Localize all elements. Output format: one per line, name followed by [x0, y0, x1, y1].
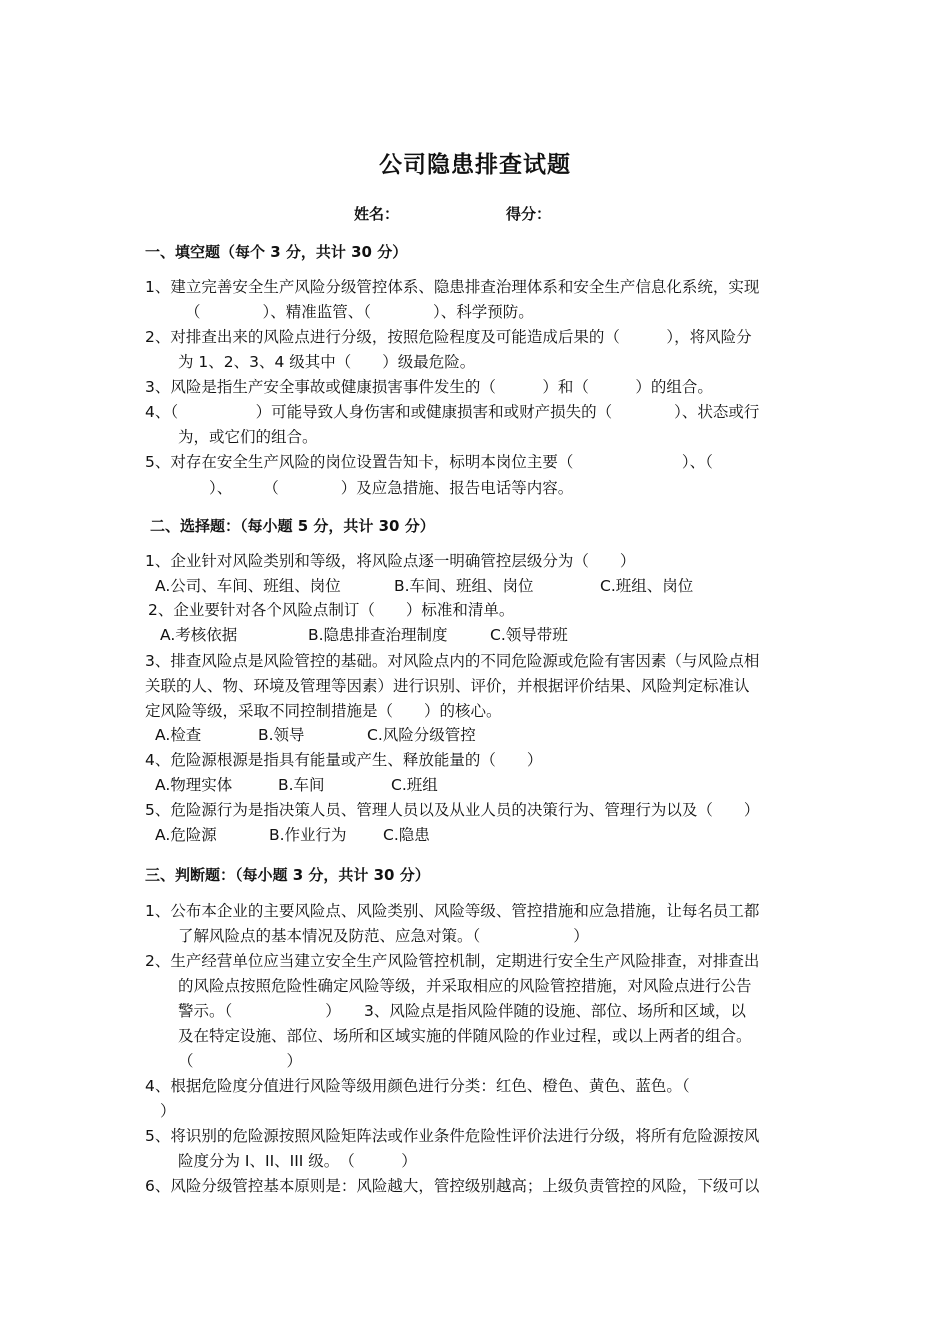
choice-q4: 4、危险源根源是指具有能量或产生、释放能量的（ ）	[145, 751, 543, 769]
choice-q5-option-a: A.危险源	[155, 826, 217, 844]
choice-q2-option-c: C.领导带班	[490, 626, 568, 644]
judge-q1-line1: 1、公布本企业的主要风险点、风险类别、风险等级、管控措施和应急措施，让每名员工都	[145, 902, 760, 920]
fill-q5-line1: 5、对存在安全生产风险的岗位设置告知卡，标明本岗位主要（ ）、（	[145, 453, 713, 471]
judge-q5-line2: 险度分为 I、II、III 级。 （ ）	[178, 1152, 417, 1170]
choice-q5-option-c: C.隐患	[383, 826, 430, 844]
choice-q3-option-a: A.检查	[155, 726, 202, 744]
choice-q5: 5、危险源行为是指决策人员、管理人员以及从业人员的决策行为、管理行为以及（ ）	[145, 801, 760, 819]
choice-q3-line1: 3、排查风险点是风险管控的基础。对风险点内的不同危险源或危险有害因素（与风险点相	[145, 652, 760, 670]
fill-q2-line1: 2、对排查出来的风险点进行分级，按照危险程度及可能造成后果的（ ），将风险分	[145, 328, 752, 346]
judge-q2-line1: 2、生产经营单位应当建立安全生产风险管控机制，定期进行安全生产风险排查，对排查出	[145, 952, 760, 970]
page-title: 公司隐患排查试题	[379, 152, 571, 178]
choice-q2-option-b: B.隐患排查治理制度	[308, 626, 448, 644]
section-heading-fill: 一、填空题（每个 3 分，共计 30 分）	[145, 243, 408, 261]
choice-q2-option-a: A.考核依据	[160, 626, 238, 644]
choice-q3-option-c: C.风险分级管控	[367, 726, 476, 744]
judge-q5-line1: 5、将识别的危险源按照风险矩阵法或作业条件危险性评价法进行分级，将所有危险源按风	[145, 1127, 760, 1145]
fill-q2-line2: 为 1、2、3、4 级其中（ ）级最危险。	[178, 353, 476, 371]
section-heading-choice: 二、选择题：（每小题 5 分，共计 30 分）	[150, 517, 435, 535]
choice-q3-line2: 关联的人、物、环境及管理等因素）进行识别、评价，并根据评价结果、风险判定标准认	[145, 677, 750, 695]
judge-q2-line5: （ ）	[178, 1052, 303, 1070]
choice-q1: 1、企业针对风险类别和等级，将风险点逐一明确管控层级分为（ ）	[145, 552, 636, 570]
judge-q2-line2: 的风险点按照危险性确定风险等级，并采取相应的风险管控措施，对风险点进行公告	[178, 977, 752, 995]
score-label: 得分：	[506, 205, 552, 223]
choice-q4-option-a: A.物理实体	[155, 776, 233, 794]
name-label: 姓名：	[354, 205, 400, 223]
judge-q1-line2: 了解风险点的基本情况及防范、应急对策。（ ）	[178, 927, 589, 945]
judge-q4-line1: 4、根据危险度分值进行风险等级用颜色进行分类：红色、橙色、黄色、蓝色。（	[145, 1077, 690, 1095]
judge-q2-line4: 及在特定设施、部位、场所和区域实施的伴随风险的作业过程，或以上两者的组合。	[178, 1027, 752, 1045]
choice-q3-option-b: B.领导	[258, 726, 305, 744]
choice-q4-option-b: B.车间	[278, 776, 325, 794]
choice-q4-option-c: C.班组	[391, 776, 438, 794]
choice-q5-option-b: B.作业行为	[269, 826, 347, 844]
fill-q1-line2: （ ）、精准监管、（ ）、科学预防。	[185, 303, 534, 321]
choice-q1-option-c: C.班组、岗位	[600, 577, 694, 595]
choice-q2: 2、企业要针对各个风险点制订（ ）标准和清单。	[148, 601, 515, 619]
judge-q4-line2: ）	[160, 1102, 176, 1120]
fill-q4-line2: 为，或它们的组合。	[178, 428, 318, 446]
choice-q3-line3: 定风险等级，采取不同控制措施是（ ）的核心。	[145, 702, 502, 720]
choice-q1-option-a: A.公司、车间、班组、岗位	[155, 577, 341, 595]
section-heading-judge: 三、判断题：（每小题 3 分，共计 30 分）	[145, 866, 430, 884]
fill-q3: 3、风险是指生产安全事故或健康损害事件发生的（ ）和（ ）的组合。	[145, 378, 713, 396]
judge-q6-line1: 6、风险分级管控基本原则是：风险越大，管控级别越高；上级负责管控的风险，下级可以	[145, 1177, 760, 1195]
fill-q1-line1: 1、建立完善安全生产风险分级管控体系、隐患排查治理体系和安全生产信息化系统，实现	[145, 278, 760, 296]
fill-q4-line1: 4、（ ）可能导致人身伤害和或健康损害和或财产损失的（ ）、状态或行	[145, 403, 760, 421]
fill-q5-line2: ）、 （ ）及应急措施、报告电话等内容。	[178, 479, 574, 497]
judge-q2-line3: 警示。（ ） 3、风险点是指风险伴随的设施、部位、场所和区域，以	[178, 1002, 746, 1020]
choice-q1-option-b: B.车间、班组、岗位	[394, 577, 534, 595]
